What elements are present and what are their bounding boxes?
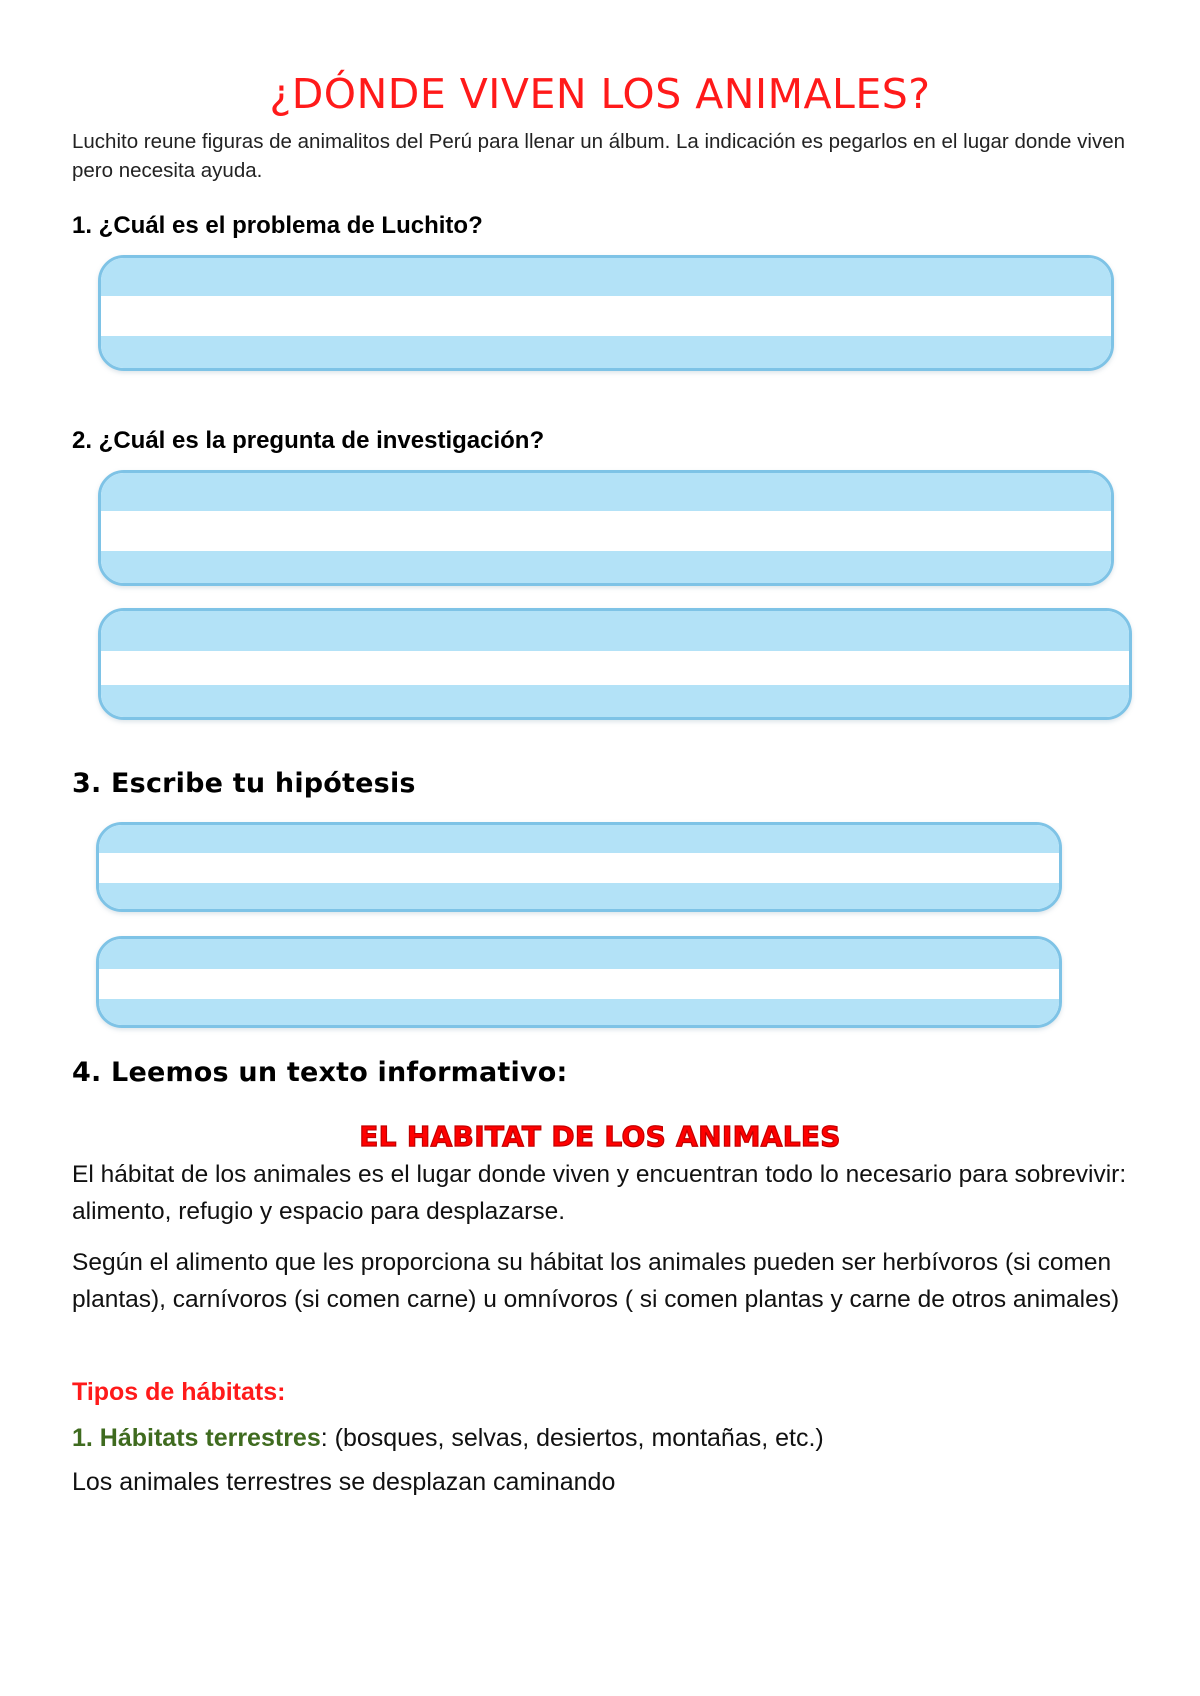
question-2-label: 2. ¿Cuál es la pregunta de investigación? — [72, 427, 545, 454]
terrestrial-habitats-label: 1. Hábitats terrestres — [72, 1424, 321, 1452]
answer-box-band — [99, 825, 1059, 853]
answer-box-2a[interactable] — [98, 470, 1114, 586]
answer-box-band — [99, 939, 1059, 969]
intro-paragraph: Luchito reune figuras de animalitos del Perú para llenar un álbum. La indicación es pegarlos en el lugar donde viven pero necesita ayuda. — [72, 130, 1125, 182]
answer-box-2b[interactable] — [98, 608, 1132, 720]
habitat-types-heading: Tipos de hábitats: — [72, 1378, 286, 1406]
article-paragraph-1: El hábitat de los animales es el lugar donde viven y encuentran todo lo necesario para sobrevivir: alimento, refugio y espacio para desplazarse. — [72, 1161, 1127, 1225]
answer-box-band — [101, 473, 1111, 511]
answer-box-band — [101, 336, 1111, 371]
answer-box-3b[interactable] — [96, 936, 1062, 1028]
question-3-label: 3. Escribe tu hipótesis — [72, 768, 416, 799]
terrestrial-habitats-examples: : (bosques, selvas, desiertos, montañas, etc.) — [320, 1424, 824, 1452]
answer-box-band — [101, 551, 1111, 586]
terrestrial-habitats-description: Los animales terrestres se desplazan caminando — [72, 1468, 616, 1496]
answer-box-1[interactable] — [98, 255, 1114, 371]
article-paragraph-2: Según el alimento que les proporciona su hábitat los animales pueden ser herbívoros (si comen plantas), carnívoros (si comen carne) u omnívoros ( si comen plantas y carne de otros animales) — [72, 1249, 1120, 1313]
answer-box-band — [101, 611, 1129, 651]
answer-box-band — [99, 999, 1059, 1028]
answer-box-3a[interactable] — [96, 822, 1062, 912]
answer-box-band — [101, 685, 1129, 720]
terrestrial-habitats-line — [72, 1424, 824, 1453]
article-title: EL HABITAT DE LOS ANIMALES — [359, 1120, 841, 1153]
page-title: ¿DÓNDE VIVEN LOS ANIMALES? — [269, 70, 931, 118]
question-1-label: 1. ¿Cuál es el problema de Luchito? — [72, 212, 483, 239]
answer-box-band — [99, 883, 1059, 912]
answer-box-band — [101, 258, 1111, 296]
question-4-label: 4. Leemos un texto informativo: — [72, 1057, 568, 1088]
